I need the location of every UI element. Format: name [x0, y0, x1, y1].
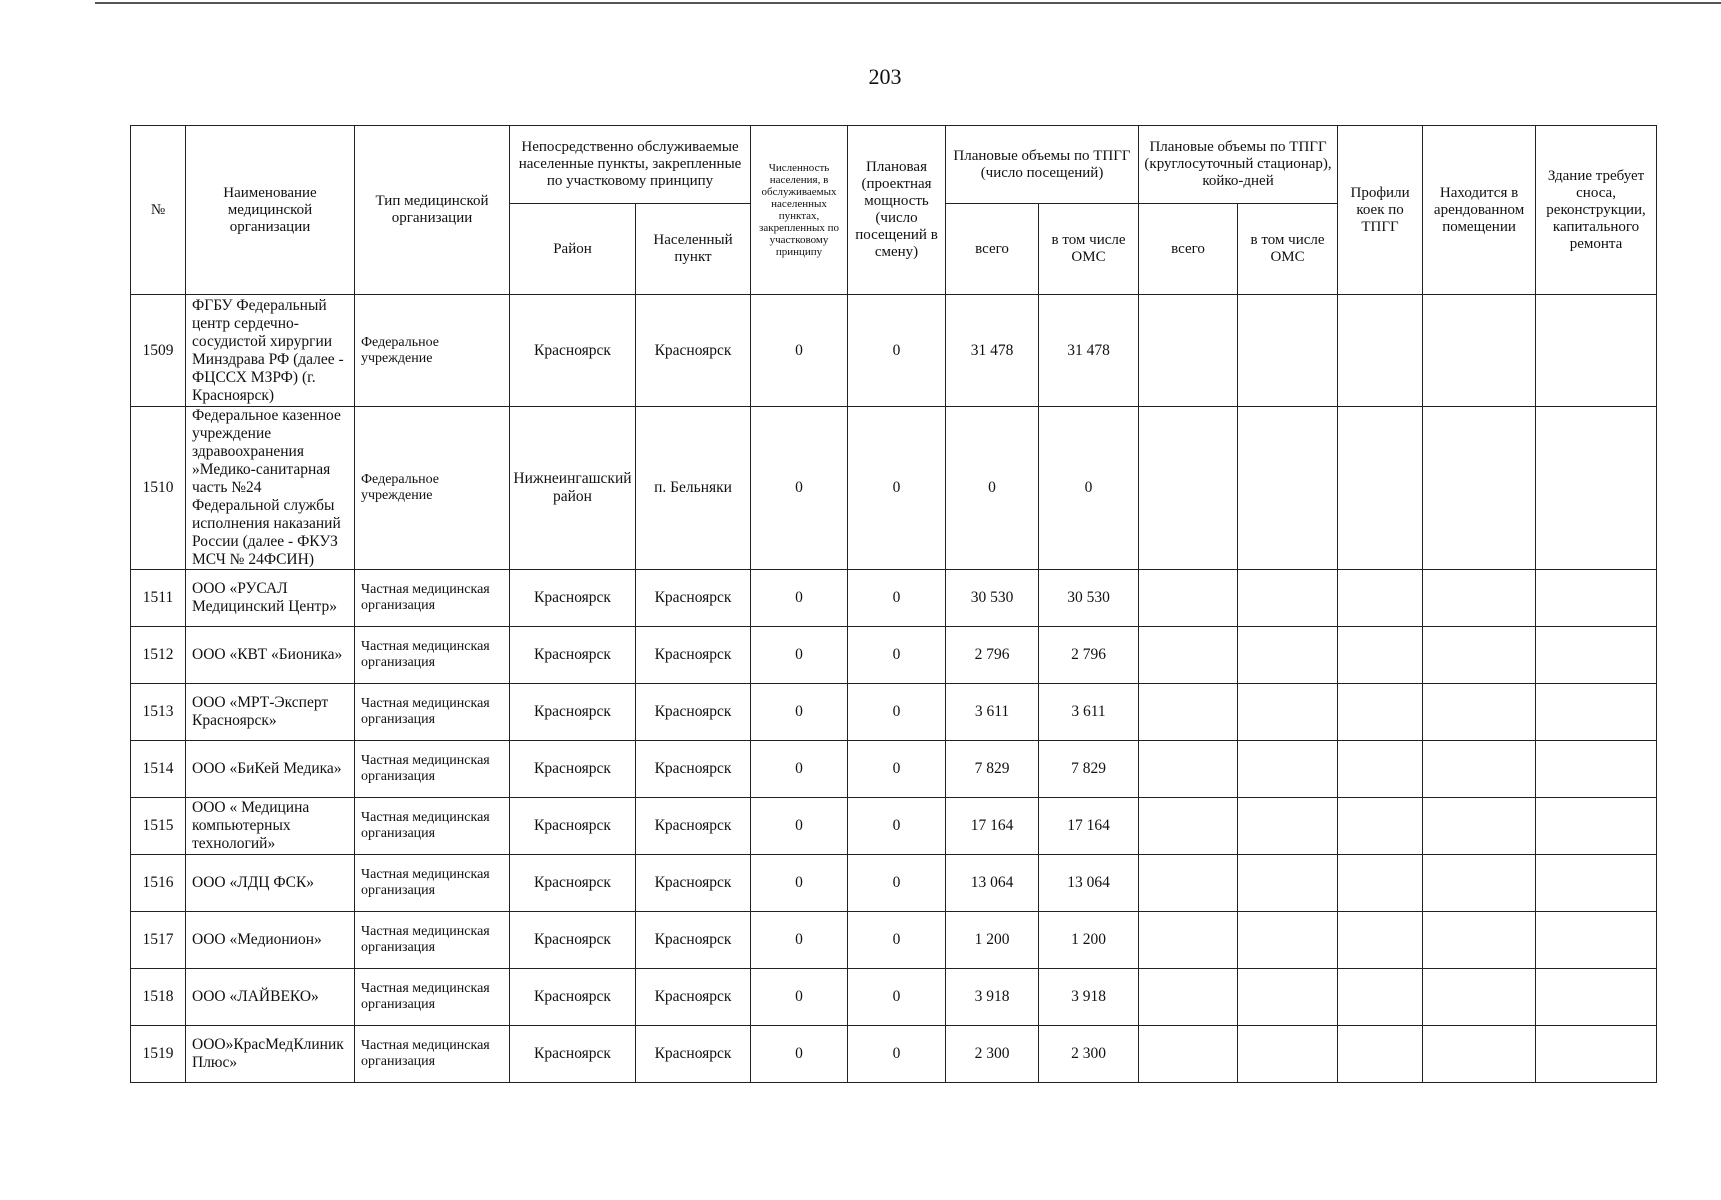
- cell-type: Частная медицинская организация: [355, 912, 510, 969]
- cell-settlement: Красноярск: [636, 1026, 751, 1083]
- cell-district: Красноярск: [510, 798, 636, 855]
- table-row: [131, 684, 1657, 741]
- header-row-1: [131, 126, 1657, 204]
- cell-building: [1536, 912, 1657, 969]
- header-capacity: Плановая (проектная мощность (число посещений в смену): [848, 126, 946, 295]
- cell-rented: [1423, 570, 1536, 627]
- cell-population: 0: [751, 969, 848, 1026]
- cell-type: Федеральное учреждение: [355, 407, 510, 570]
- cell-visits-total: 3 611: [946, 684, 1039, 741]
- cell-profiles: [1338, 684, 1423, 741]
- cell-name: ООО «РУСАЛ Медицинский Центр»: [186, 570, 355, 627]
- top-border-line: [95, 2, 1721, 4]
- organizations-table: [130, 125, 1657, 1083]
- header-visits-total: всего: [946, 204, 1039, 295]
- cell-building: [1536, 741, 1657, 798]
- cell-visits-total: 3 918: [946, 969, 1039, 1026]
- table-row: [131, 570, 1657, 627]
- cell-rented: [1423, 912, 1536, 969]
- cell-profiles: [1338, 912, 1423, 969]
- cell-visits-oms: 1 200: [1039, 912, 1139, 969]
- cell-rented: [1423, 798, 1536, 855]
- cell-name: ФГБУ Федеральный центр сердечно-сосудистой хирургии Минздрава РФ (далее - ФЦССХ МЗРФ) (г. Красноярск): [186, 295, 355, 407]
- cell-population: 0: [751, 798, 848, 855]
- cell-visits-total: 30 530: [946, 570, 1039, 627]
- cell-district: Красноярск: [510, 684, 636, 741]
- cell-visits-oms: 0: [1039, 407, 1139, 570]
- cell-capacity: 0: [848, 295, 946, 407]
- cell-capacity: 0: [848, 407, 946, 570]
- cell-beds-total: [1139, 407, 1238, 570]
- cell-beds-oms: [1238, 741, 1338, 798]
- cell-type: Федеральное учреждение: [355, 295, 510, 407]
- cell-profiles: [1338, 295, 1423, 407]
- cell-beds-total: [1139, 295, 1238, 407]
- cell-beds-total: [1139, 684, 1238, 741]
- header-name: Наименование медицинской организации: [186, 126, 355, 295]
- cell-beds-total: [1139, 741, 1238, 798]
- cell-rented: [1423, 684, 1536, 741]
- cell-rented: [1423, 855, 1536, 912]
- cell-settlement: Красноярск: [636, 969, 751, 1026]
- cell-num: 1509: [131, 295, 186, 407]
- cell-type: Частная медицинская организация: [355, 627, 510, 684]
- header-building: Здание требует сноса, реконструкции, капитального ремонта: [1536, 126, 1657, 295]
- cell-building: [1536, 627, 1657, 684]
- cell-profiles: [1338, 855, 1423, 912]
- table-header: [131, 126, 1657, 295]
- cell-beds-oms: [1238, 855, 1338, 912]
- cell-beds-oms: [1238, 627, 1338, 684]
- cell-building: [1536, 407, 1657, 570]
- cell-capacity: 0: [848, 855, 946, 912]
- header-visits-group: Плановые объемы по ТПГГ (число посещений): [946, 126, 1139, 204]
- cell-profiles: [1338, 570, 1423, 627]
- cell-name: ООО «КВТ «Бионика»: [186, 627, 355, 684]
- cell-population: 0: [751, 1026, 848, 1083]
- cell-beds-oms: [1238, 295, 1338, 407]
- cell-beds-oms: [1238, 1026, 1338, 1083]
- page-number: 203: [868, 64, 902, 89]
- cell-capacity: 0: [848, 570, 946, 627]
- header-rented: Находится в арендованном помещении: [1423, 126, 1536, 295]
- cell-name: ООО «ЛАЙВЕКО»: [186, 969, 355, 1026]
- cell-visits-total: 17 164: [946, 798, 1039, 855]
- cell-num: 1511: [131, 570, 186, 627]
- header-settlements-group: Непосредственно обслуживаемые населенные пункты, закрепленные по участковому принципу: [510, 126, 751, 204]
- cell-settlement: Красноярск: [636, 912, 751, 969]
- cell-visits-total: 13 064: [946, 855, 1039, 912]
- cell-visits-oms: 3 918: [1039, 969, 1139, 1026]
- cell-district: Красноярск: [510, 741, 636, 798]
- cell-beds-total: [1139, 1026, 1238, 1083]
- cell-visits-total: 2 796: [946, 627, 1039, 684]
- header-beds-total: всего: [1139, 204, 1238, 295]
- header-district: Район: [510, 204, 636, 295]
- header-population: Численность населения, в обслуживаемых населенных пунктах, закрепленных по участковому принципу: [751, 126, 848, 295]
- cell-name: ООО «БиКей Медика»: [186, 741, 355, 798]
- table-row: [131, 855, 1657, 912]
- cell-settlement: Красноярск: [636, 295, 751, 407]
- cell-visits-total: 0: [946, 407, 1039, 570]
- cell-rented: [1423, 407, 1536, 570]
- cell-beds-oms: [1238, 798, 1338, 855]
- header-settlement: Населенный пункт: [636, 204, 751, 295]
- cell-building: [1536, 1026, 1657, 1083]
- cell-population: 0: [751, 741, 848, 798]
- cell-settlement: Красноярск: [636, 627, 751, 684]
- cell-district: Красноярск: [510, 912, 636, 969]
- table-row: [131, 798, 1657, 855]
- cell-settlement: Красноярск: [636, 855, 751, 912]
- cell-district: Нижнеингашский район: [510, 407, 636, 570]
- cell-profiles: [1338, 1026, 1423, 1083]
- cell-building: [1536, 570, 1657, 627]
- header-beds-group: Плановые объемы по ТПГГ (круглосуточный стационар), койко-дней: [1139, 126, 1338, 204]
- cell-population: 0: [751, 407, 848, 570]
- cell-num: 1515: [131, 798, 186, 855]
- cell-population: 0: [751, 912, 848, 969]
- cell-building: [1536, 295, 1657, 407]
- cell-settlement: п. Бельняки: [636, 407, 751, 570]
- header-num: №: [131, 126, 186, 295]
- cell-num: 1510: [131, 407, 186, 570]
- cell-beds-oms: [1238, 969, 1338, 1026]
- header-visits-oms: в том числе ОМС: [1039, 204, 1139, 295]
- cell-visits-oms: 13 064: [1039, 855, 1139, 912]
- cell-num: 1518: [131, 969, 186, 1026]
- table-body: [131, 295, 1657, 1083]
- table-row: [131, 741, 1657, 798]
- cell-visits-oms: 30 530: [1039, 570, 1139, 627]
- cell-visits-oms: 31 478: [1039, 295, 1139, 407]
- cell-num: 1519: [131, 1026, 186, 1083]
- cell-beds-oms: [1238, 407, 1338, 570]
- cell-name: ООО «МРТ-Эксперт Красноярск»: [186, 684, 355, 741]
- cell-profiles: [1338, 969, 1423, 1026]
- table-row: [131, 627, 1657, 684]
- cell-beds-total: [1139, 912, 1238, 969]
- table-row: [131, 295, 1657, 407]
- cell-type: Частная медицинская организация: [355, 855, 510, 912]
- cell-profiles: [1338, 407, 1423, 570]
- cell-district: Красноярск: [510, 627, 636, 684]
- table-row: [131, 1026, 1657, 1083]
- cell-visits-oms: 2 300: [1039, 1026, 1139, 1083]
- cell-type: Частная медицинская организация: [355, 798, 510, 855]
- cell-type: Частная медицинская организация: [355, 741, 510, 798]
- cell-population: 0: [751, 627, 848, 684]
- cell-beds-oms: [1238, 912, 1338, 969]
- cell-beds-total: [1139, 855, 1238, 912]
- cell-capacity: 0: [848, 741, 946, 798]
- cell-settlement: Красноярск: [636, 741, 751, 798]
- cell-settlement: Красноярск: [636, 570, 751, 627]
- cell-name: Федеральное казенное учреждение здравоохранения »Медико-санитарная часть №24 Федеральной службы исполнения наказаний России (далее - ФКУЗ МСЧ № 24ФСИН): [186, 407, 355, 570]
- cell-building: [1536, 684, 1657, 741]
- cell-type: Частная медицинская организация: [355, 684, 510, 741]
- header-beds-oms: в том числе ОМС: [1238, 204, 1338, 295]
- cell-name: ООО « Медицина компьютерных технологий»: [186, 798, 355, 855]
- cell-capacity: 0: [848, 912, 946, 969]
- cell-district: Красноярск: [510, 295, 636, 407]
- cell-visits-total: 7 829: [946, 741, 1039, 798]
- cell-capacity: 0: [848, 1026, 946, 1083]
- cell-building: [1536, 798, 1657, 855]
- cell-visits-oms: 17 164: [1039, 798, 1139, 855]
- cell-visits-oms: 7 829: [1039, 741, 1139, 798]
- cell-building: [1536, 855, 1657, 912]
- cell-beds-total: [1139, 969, 1238, 1026]
- cell-type: Частная медицинская организация: [355, 969, 510, 1026]
- cell-building: [1536, 969, 1657, 1026]
- cell-population: 0: [751, 855, 848, 912]
- table-row: [131, 969, 1657, 1026]
- cell-capacity: 0: [848, 684, 946, 741]
- cell-num: 1513: [131, 684, 186, 741]
- table-row: [131, 407, 1657, 570]
- cell-district: Красноярск: [510, 1026, 636, 1083]
- cell-name: ООО «ЛДЦ ФСК»: [186, 855, 355, 912]
- cell-num: 1514: [131, 741, 186, 798]
- cell-settlement: Красноярск: [636, 798, 751, 855]
- table-row: [131, 912, 1657, 969]
- cell-population: 0: [751, 570, 848, 627]
- cell-capacity: 0: [848, 798, 946, 855]
- cell-name: ООО»КрасМедКлиник Плюс»: [186, 1026, 355, 1083]
- cell-num: 1517: [131, 912, 186, 969]
- cell-profiles: [1338, 798, 1423, 855]
- cell-visits-total: 2 300: [946, 1026, 1039, 1083]
- cell-rented: [1423, 295, 1536, 407]
- cell-num: 1516: [131, 855, 186, 912]
- cell-rented: [1423, 969, 1536, 1026]
- cell-beds-oms: [1238, 570, 1338, 627]
- cell-type: Частная медицинская организация: [355, 570, 510, 627]
- cell-visits-oms: 2 796: [1039, 627, 1139, 684]
- cell-num: 1512: [131, 627, 186, 684]
- cell-district: Красноярск: [510, 570, 636, 627]
- cell-visits-total: 1 200: [946, 912, 1039, 969]
- cell-beds-total: [1139, 627, 1238, 684]
- cell-settlement: Красноярск: [636, 684, 751, 741]
- header-type: Тип медицинской организации: [355, 126, 510, 295]
- cell-population: 0: [751, 295, 848, 407]
- cell-profiles: [1338, 741, 1423, 798]
- cell-visits-total: 31 478: [946, 295, 1039, 407]
- cell-rented: [1423, 627, 1536, 684]
- cell-capacity: 0: [848, 627, 946, 684]
- cell-visits-oms: 3 611: [1039, 684, 1139, 741]
- header-profiles: Профили коек по ТПГГ: [1338, 126, 1423, 295]
- cell-name: ООО «Медионион»: [186, 912, 355, 969]
- cell-type: Частная медицинская организация: [355, 1026, 510, 1083]
- cell-population: 0: [751, 684, 848, 741]
- cell-district: Красноярск: [510, 969, 636, 1026]
- cell-rented: [1423, 1026, 1536, 1083]
- cell-beds-total: [1139, 570, 1238, 627]
- cell-district: Красноярск: [510, 855, 636, 912]
- cell-capacity: 0: [848, 969, 946, 1026]
- cell-beds-oms: [1238, 684, 1338, 741]
- cell-profiles: [1338, 627, 1423, 684]
- cell-beds-total: [1139, 798, 1238, 855]
- cell-rented: [1423, 741, 1536, 798]
